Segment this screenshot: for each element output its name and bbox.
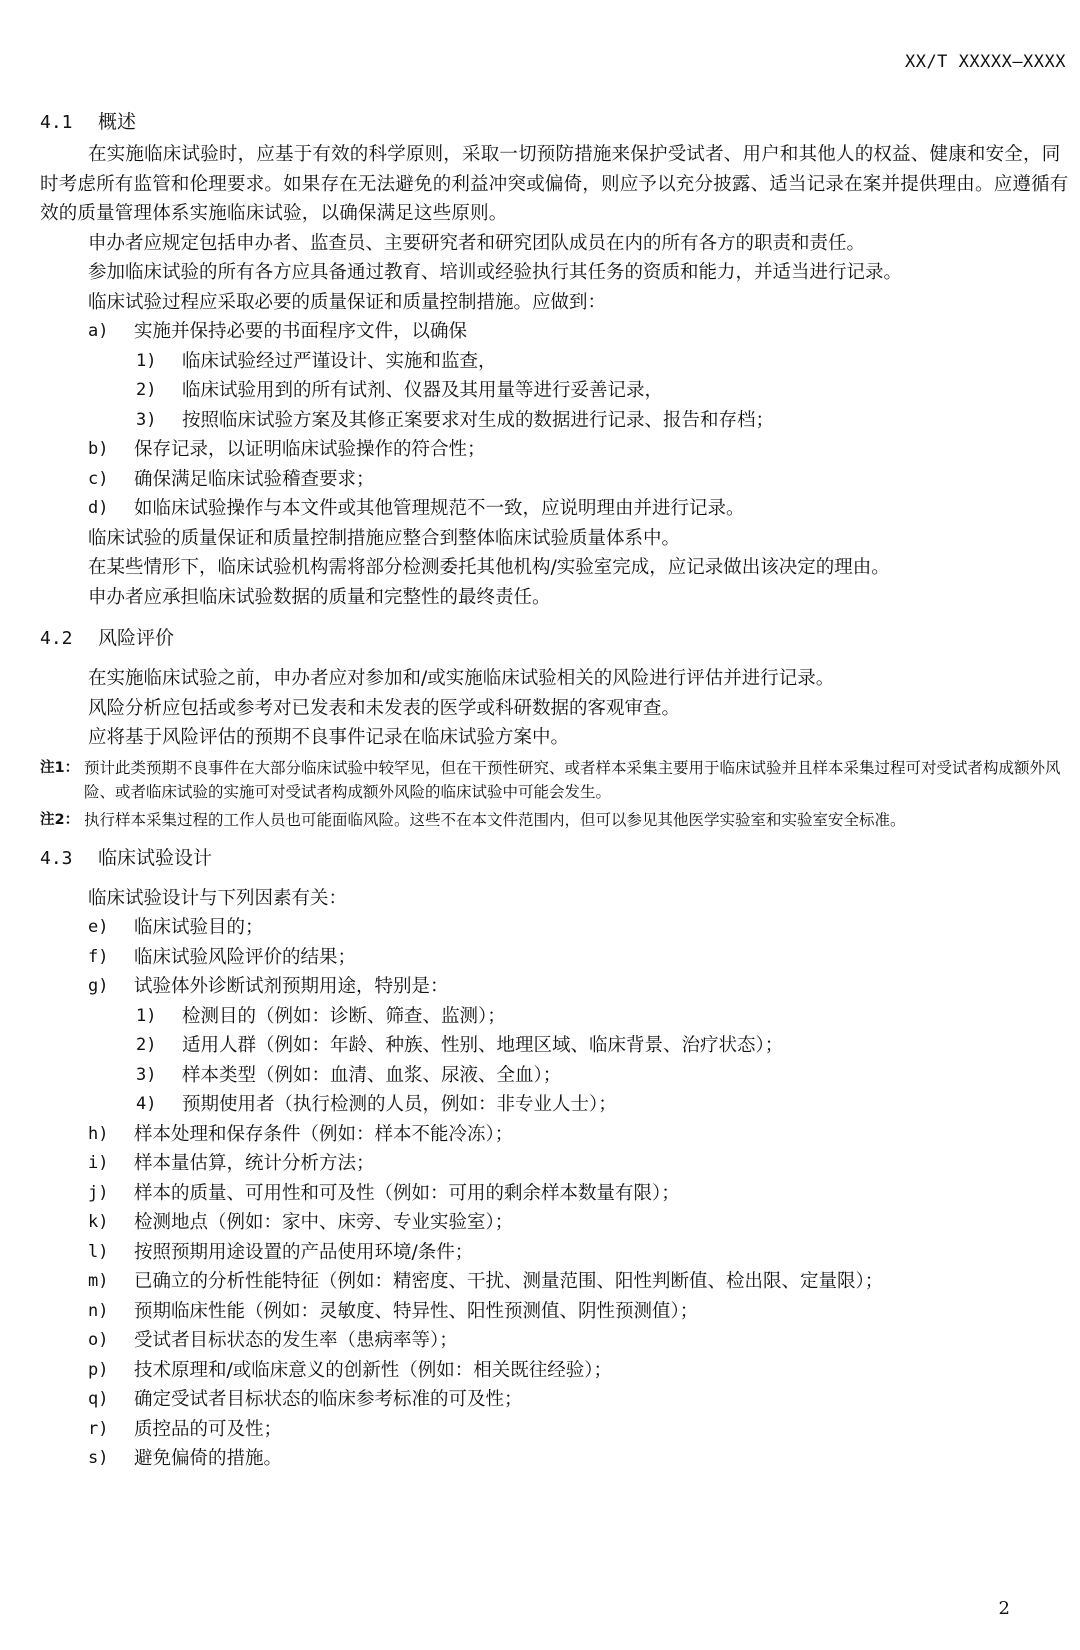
list-marker: i) <box>88 1153 109 1173</box>
list-marker: c) <box>88 468 109 489</box>
paragraph: 临床试验过程应采取必要的质量保证和质量控制措施。应做到： <box>88 291 607 313</box>
list-text: 临床试验风险评价的结果； <box>134 946 357 968</box>
list-item <box>40 1120 1070 1150</box>
note-1 <box>40 756 1070 804</box>
list-marker: 3) <box>136 409 157 430</box>
paragraph: 临床试验设计与下列因素有关： <box>88 887 348 909</box>
sub-list-item <box>40 406 1070 436</box>
list-item <box>40 1415 1070 1445</box>
sub-list-item <box>40 376 1070 406</box>
sub-list-item <box>40 1002 1070 1032</box>
list-text: 临床试验用到的所有试剂、仪器及其用量等进行妥善记录， <box>182 380 664 401</box>
list-marker: 2) <box>136 380 157 400</box>
list-text: 检测地点（例如：家中、床旁、专业实验室）； <box>134 1212 514 1233</box>
list-marker: 4) <box>136 1094 157 1114</box>
sub-list-item <box>40 347 1070 377</box>
note-text: 执行样本采集过程的工作人员也可能面临风险。这些不在本文件范围内，但可以参见其他医学实验室和实验室安全标准。 <box>84 810 906 829</box>
list-item <box>40 913 1070 943</box>
list-text: 按照临床试验方案及其修正案要求对生成的数据进行记录、报告和存档； <box>182 409 775 431</box>
list-item <box>40 1238 1070 1268</box>
list-marker: 2) <box>136 1035 157 1055</box>
list-marker: q) <box>88 1389 109 1409</box>
list-marker: 1) <box>136 350 157 371</box>
list-marker: l) <box>88 1241 109 1262</box>
list-item <box>40 1297 1070 1327</box>
list-item <box>40 943 1070 973</box>
paragraph: 申办者应承担临床试验数据的质量和完整性的最终责任。 <box>88 586 551 608</box>
page-number: 2 <box>998 1598 1010 1619</box>
section-heading-4-2 <box>40 620 1070 656</box>
list-marker: r) <box>88 1418 109 1439</box>
note-label: 注2： <box>40 811 80 828</box>
paragraph: 风险分析应包括或参考对已发表和未发表的医学或科研数据的客观审查。 <box>88 697 681 719</box>
list-marker: a) <box>88 321 109 341</box>
list-item <box>40 1267 1070 1297</box>
list-item <box>40 317 1070 347</box>
list-text: 质控品的可及性； <box>134 1418 283 1440</box>
section-number: 4.1 <box>40 112 73 133</box>
paragraph: 临床试验的质量保证和质量控制措施应整合到整体临床试验质量体系中。 <box>88 527 681 549</box>
list-text: 样本的质量、可用性和可及性（例如：可用的剩余样本数量有限）； <box>134 1182 680 1204</box>
list-item <box>40 1385 1070 1415</box>
list-marker: n) <box>88 1300 109 1321</box>
list-marker: g) <box>88 976 109 996</box>
list-marker: m) <box>88 1271 109 1291</box>
list-text: 样本类型（例如：血清、血浆、尿液、全血）； <box>182 1064 562 1086</box>
list-text: 受试者目标状态的发生率（患病率等）； <box>134 1330 458 1351</box>
list-text: 试验体外诊断试剂预期用途，特别是： <box>134 976 449 997</box>
list-text: 实施并保持必要的书面程序文件，以确保 <box>134 321 468 342</box>
list-text: 临床试验目的； <box>134 917 264 938</box>
list-item <box>40 494 1070 524</box>
section-title: 临床试验设计 <box>98 846 213 869</box>
list-text: 按照预期用途设置的产品使用环境/条件； <box>134 1241 474 1263</box>
list-item <box>40 1179 1070 1209</box>
list-text: 检测目的（例如：诊断、筛查、监测）； <box>182 1005 506 1027</box>
note-label: 注1： <box>40 759 80 776</box>
list-marker: 3) <box>136 1064 157 1085</box>
section-heading-4-1 <box>40 104 1070 140</box>
list-marker: f) <box>88 946 109 967</box>
list-text: 临床试验经过严谨设计、实施和监查， <box>182 350 497 372</box>
list-text: 保存记录，以证明临床试验操作的符合性； <box>134 439 486 460</box>
list-text: 技术原理和/或临床意义的创新性（例如：相关既往经验）； <box>134 1359 612 1381</box>
list-item <box>40 435 1070 465</box>
list-text: 样本处理和保存条件（例如：样本不能冷冻）； <box>134 1123 514 1145</box>
list-marker: e) <box>88 917 109 937</box>
sub-list-item <box>40 1031 1070 1061</box>
list-text: 避免偏倚的措施。 <box>134 1448 283 1469</box>
list-text: 确保满足临床试验稽查要求； <box>134 468 375 490</box>
list-marker: p) <box>88 1359 109 1380</box>
paragraph: 在实施临床试验之前，申办者应对参加和/或实施临床试验相关的风险进行评估并进行记录。 <box>88 668 835 689</box>
paragraph: 在实施临床试验时，应基于有效的科学原则，采取一切预防措施来保护受试者、用户和其他人的权益、健康和安全，同时考虑所有监管和伦理要求。如果存在无法避免的利益冲突或偏倚，则应予以充分披露、适当记录在案并提供理由。应遵循有效的质量管理体系实施临床试验，以确保满足这些原则。 <box>40 144 1069 224</box>
sub-list-item <box>40 1061 1070 1091</box>
list-text: 预期使用者（执行检测的人员，例如：非专业人士）； <box>182 1094 617 1115</box>
list-item <box>40 1444 1070 1474</box>
paragraph: 申办者应规定包括申办者、监查员、主要研究者和研究团队成员在内的所有各方的职责和责任。 <box>88 232 866 254</box>
section-title: 风险评价 <box>98 627 175 649</box>
list-marker: o) <box>88 1330 109 1350</box>
list-item <box>40 465 1070 495</box>
section-heading-4-3 <box>40 840 1070 876</box>
paragraph: 在某些情形下，临床试验机构需将部分检测委托其他机构/实验室完成，应记录做出该决定的理由。 <box>88 557 890 578</box>
section-title: 概述 <box>98 111 137 133</box>
paragraph: 参加临床试验的所有各方应具备通过教育、培训或经验执行其任务的资质和能力，并适当进行记录。 <box>88 262 903 283</box>
list-text: 已确立的分析性能特征（例如：精密度、干扰、测量范围、阳性判断值、检出限、定量限）； <box>134 1271 884 1292</box>
list-item <box>40 972 1070 1002</box>
list-text: 样本量估算，统计分析方法； <box>134 1153 375 1174</box>
list-text: 确定受试者目标状态的临床参考标准的可及性； <box>134 1389 523 1410</box>
list-marker: b) <box>88 439 109 459</box>
section-number: 4.2 <box>40 628 73 649</box>
sub-list-item <box>40 1090 1070 1120</box>
list-item <box>40 1149 1070 1179</box>
list-marker: 1) <box>136 1005 157 1026</box>
list-item <box>40 1356 1070 1386</box>
section-number: 4.3 <box>40 847 73 869</box>
list-marker: k) <box>88 1212 109 1232</box>
list-marker: j) <box>88 1182 109 1203</box>
list-text: 如临床试验操作与本文件或其他管理规范不一致，应说明理由并进行记录。 <box>134 498 745 519</box>
list-item <box>40 1208 1070 1238</box>
list-marker: h) <box>88 1123 109 1144</box>
list-marker: d) <box>88 498 109 518</box>
list-item <box>40 1326 1070 1356</box>
list-text: 适用人群（例如：年龄、种族、性别、地理区域、临床背景、治疗状态）； <box>182 1035 784 1056</box>
standard-number: XX/T XXXXX—XXXX <box>904 52 1066 72</box>
note-2 <box>40 808 1070 832</box>
note-text: 预计此类预期不良事件在大部分临床试验中较罕见，但在干预性研究、或者样本采集主要用于临床试验并且样本采集过程可对受试者构成额外风险、或者临床试验的实施可对受试者构成额外风险的临床试验中可能会发生。 <box>84 758 1061 801</box>
list-marker: s) <box>88 1448 109 1468</box>
list-text: 预期临床性能（例如：灵敏度、特异性、阳性预测值、阴性预测值）； <box>134 1300 699 1322</box>
paragraph: 应将基于风险评估的预期不良事件记录在临床试验方案中。 <box>88 727 570 748</box>
document-body <box>40 104 1070 1474</box>
